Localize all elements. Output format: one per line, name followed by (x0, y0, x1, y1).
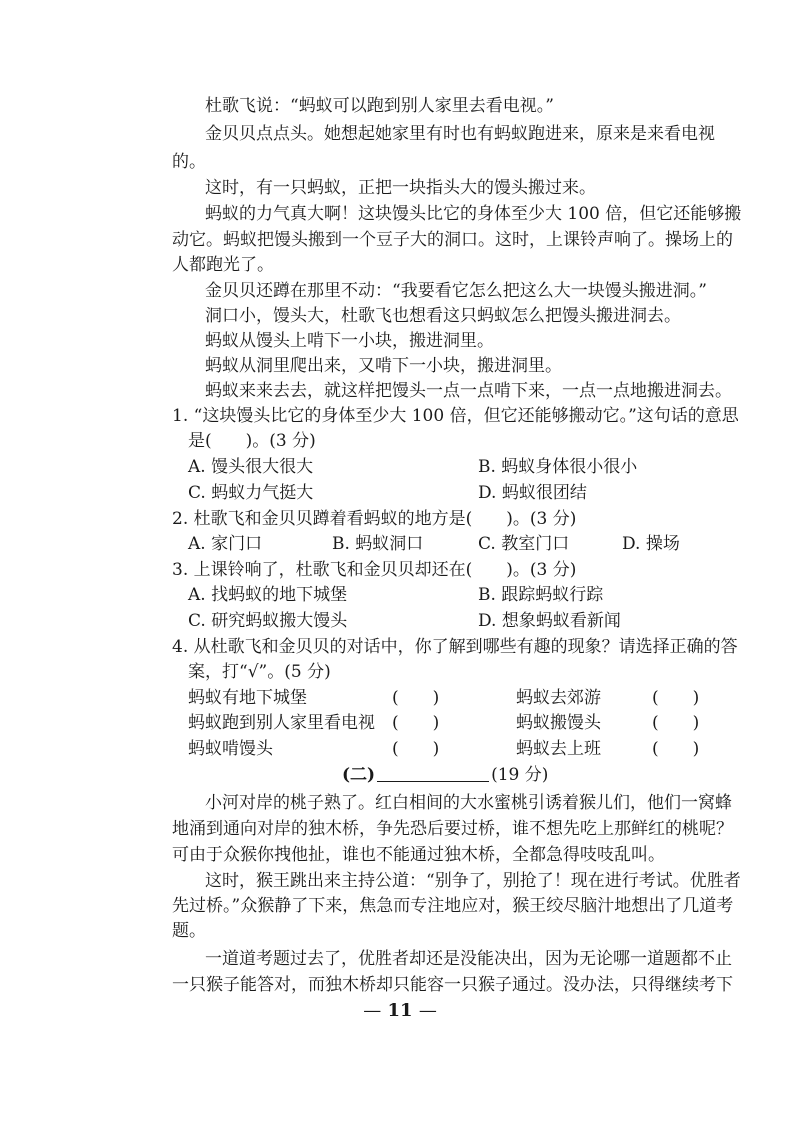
question-text: 案，打“√”。(5 分) (188, 662, 331, 682)
passage-line: 小河对岸的桃子熟了。红白相间的大水蜜桃引诱着猴儿们，他们一窝蜂 (205, 793, 732, 813)
passage-line: 蚂蚁来来去去，就这样把馒头一点一点啃下来，一点一点地搬进洞去。 (205, 381, 732, 401)
passage-line: 蚂蚁从洞里爬出来，又啃下一小块，搬进洞里。 (205, 356, 562, 376)
check-item: 蚂蚁跑到别人家里看电视 (188, 713, 375, 733)
question-text: 2. 杜歌飞和金贝贝蹲着看蚂蚁的地方是( )。(3 分) (172, 509, 577, 529)
passage-line: 可由于众猴你拽他扯，谁也不能通过独木桥，全都急得吱吱乱叫。 (172, 845, 665, 865)
passage-line: 蚂蚁从馒头上啃下一小块，搬进洞里。 (205, 331, 494, 351)
passage-line: 的。 (172, 152, 206, 172)
option-b: B. 蚂蚁洞口 (332, 534, 424, 554)
title-blank[interactable] (377, 763, 489, 782)
passage-line: 人都跑光了。 (172, 255, 274, 275)
passage-line: 这时，有一只蚂蚁，正把一块指头大的馒头搬过来。 (205, 178, 596, 198)
question-text: 1. “这块馒头比它的身体至少大 100 倍，但它还能够搬动它。”这句话的意思 (172, 406, 739, 426)
passage-line: 金贝贝点点头。她想起她家里有时也有蚂蚁跑进来，原来是来看电视 (205, 124, 715, 144)
option-b: B. 蚂蚁身体很小很小 (478, 457, 638, 477)
passage-line: 一只猴子能答对，而独木桥却只能容一只猴子通过。没办法，只得继续考下 (172, 975, 733, 995)
passage-line: 动它。蚂蚁把馒头搬到一个豆子大的洞口。这时，上课铃声响了。操场上的 (172, 230, 733, 250)
option-d: D. 操场 (622, 534, 680, 554)
passage-line: 金贝贝还蹲在那里不动：“我要看它怎么把这么大一块馒头搬进洞。” (205, 281, 707, 301)
page-dash-left: — (363, 1000, 382, 1021)
option-d: D. 蚂蚁很团结 (478, 483, 587, 503)
option-a: A. 找蚂蚁的地下城堡 (188, 585, 348, 605)
passage-line: 一道道考题过去了，优胜者却还是没能决出，因为无论哪一道题都不止 (205, 949, 732, 969)
check-item: 蚂蚁去上班 (516, 739, 601, 759)
passage-line: 蚂蚁的力气真大啊！这块馒头比它的身体至少大 100 倍，但它还能够搬 (205, 204, 742, 224)
page-number-value: 11 (387, 1000, 413, 1021)
question-text: 4. 从杜歌飞和金贝贝的对话中，你了解到哪些有趣的现象？请选择正确的答 (172, 637, 738, 657)
check-item: 蚂蚁去郊游 (516, 688, 601, 708)
passage-line: 先过桥。”众猴静了下来，焦急而专注地应对，猴王绞尽脑汁地想出了几道考 (172, 896, 734, 916)
option-b: B. 跟踪蚂蚁行踪 (478, 585, 604, 605)
passage-line: 洞口小，馒头大，杜歌飞也想看这只蚂蚁怎么把馒头搬进洞去。 (205, 306, 681, 326)
page-dash-right: — (418, 1000, 437, 1021)
option-c: C. 教室门口 (478, 534, 570, 554)
passage-line: 杜歌飞说：“蚂蚁可以跑到别人家里去看电视。” (205, 96, 554, 116)
passage-line: 这时，猴王跳出来主持公道：“别争了，别抢了！现在进行考试。优胜者 (205, 871, 741, 891)
answer-blank[interactable]: ( ) (392, 739, 440, 759)
section-score: (19 分) (491, 765, 549, 785)
check-item: 蚂蚁有地下城堡 (188, 688, 307, 708)
question-text: 3. 上课铃响了，杜歌飞和金贝贝却还在( )。(3 分) (172, 560, 577, 580)
option-c: C. 研究蚂蚁搬大馒头 (188, 611, 348, 631)
check-item: 蚂蚁搬馒头 (516, 713, 601, 733)
section-2-header (342, 762, 548, 788)
option-a: A. 馒头很大很大 (188, 457, 314, 477)
answer-blank[interactable]: ( ) (392, 713, 440, 733)
question-text: 是( )。(3 分) (188, 431, 316, 451)
option-c: C. 蚂蚁力气挺大 (188, 483, 314, 503)
answer-blank[interactable]: ( ) (392, 688, 440, 708)
answer-blank[interactable]: ( ) (652, 739, 700, 759)
check-item: 蚂蚁啃馒头 (188, 739, 273, 759)
answer-blank[interactable]: ( ) (652, 713, 700, 733)
passage-line: 题。 (172, 921, 206, 941)
option-d: D. 想象蚂蚁看新闻 (478, 611, 621, 631)
option-a: A. 家门口 (188, 534, 263, 554)
answer-blank[interactable]: ( ) (652, 688, 700, 708)
page-number (0, 1000, 800, 1021)
passage-line: 地涌到通向对岸的独木桥，争先恐后要过桥，谁不想先吃上那鲜红的桃呢？ (172, 819, 733, 839)
section-label: (二) (342, 765, 376, 785)
